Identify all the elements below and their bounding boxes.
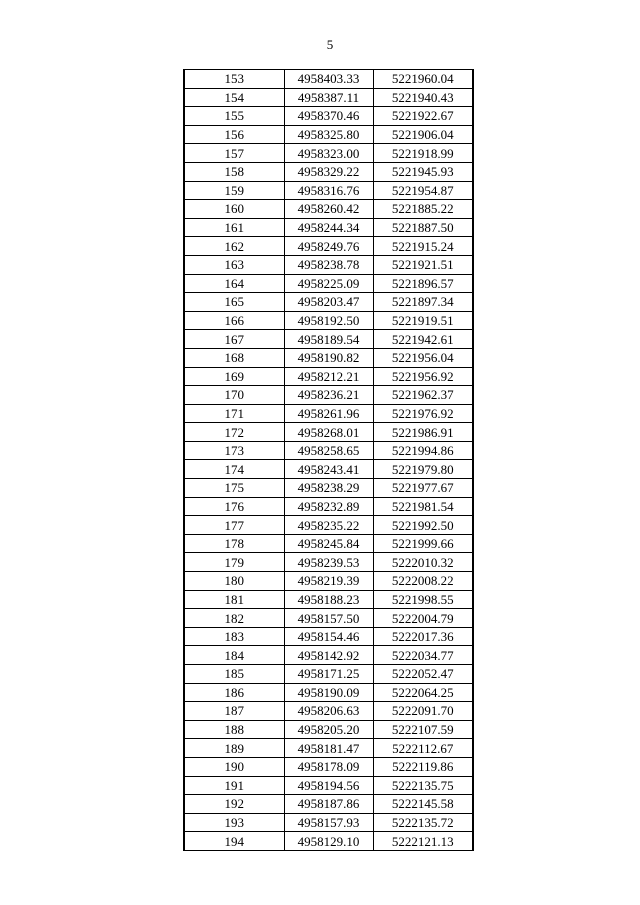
- table-row: [184, 739, 473, 758]
- x-coordinate-cell: 4958190.09: [284, 683, 373, 702]
- y-coordinate-cell: 5221921.51: [373, 255, 473, 274]
- table-row: [184, 237, 473, 256]
- x-coordinate-cell: 4958316.76: [284, 181, 373, 200]
- table-row: [184, 832, 473, 851]
- table-row: [184, 274, 473, 293]
- table-row: [184, 702, 473, 721]
- point-number-cell: 179: [184, 553, 284, 572]
- x-coordinate-cell: 4958329.22: [284, 162, 373, 181]
- point-number-cell: 175: [184, 479, 284, 498]
- x-coordinate-cell: 4958261.96: [284, 404, 373, 423]
- y-coordinate-cell: 5222121.13: [373, 832, 473, 851]
- point-number-cell: 184: [184, 646, 284, 665]
- x-coordinate-cell: 4958245.84: [284, 534, 373, 553]
- y-coordinate-cell: 5221956.92: [373, 367, 473, 386]
- x-coordinate-cell: 4958260.42: [284, 200, 373, 219]
- x-coordinate-cell: 4958206.63: [284, 702, 373, 721]
- table-row: [184, 88, 473, 107]
- point-number-cell: 190: [184, 757, 284, 776]
- point-number-cell: 153: [184, 70, 284, 89]
- y-coordinate-cell: 5221922.67: [373, 107, 473, 126]
- point-number-cell: 171: [184, 404, 284, 423]
- x-coordinate-cell: 4958258.65: [284, 441, 373, 460]
- table-row: [184, 293, 473, 312]
- point-number-cell: 155: [184, 107, 284, 126]
- table-row: [184, 553, 473, 572]
- x-coordinate-cell: 4958244.34: [284, 218, 373, 237]
- x-coordinate-cell: 4958194.56: [284, 776, 373, 795]
- y-coordinate-cell: 5222119.86: [373, 757, 473, 776]
- y-coordinate-cell: 5221981.54: [373, 497, 473, 516]
- x-coordinate-cell: 4958157.93: [284, 813, 373, 832]
- x-coordinate-cell: 4958187.86: [284, 795, 373, 814]
- table-row: [184, 423, 473, 442]
- table-row: [184, 757, 473, 776]
- y-coordinate-cell: 5222064.25: [373, 683, 473, 702]
- x-coordinate-cell: 4958387.11: [284, 88, 373, 107]
- point-number-cell: 182: [184, 609, 284, 628]
- point-number-cell: 181: [184, 590, 284, 609]
- y-coordinate-cell: 5221976.92: [373, 404, 473, 423]
- table-row: [184, 460, 473, 479]
- x-coordinate-cell: 4958188.23: [284, 590, 373, 609]
- table-row: [184, 125, 473, 144]
- point-number-cell: 192: [184, 795, 284, 814]
- y-coordinate-cell: 5221992.50: [373, 516, 473, 535]
- table-row: [184, 441, 473, 460]
- x-coordinate-cell: 4958323.00: [284, 144, 373, 163]
- table-row: [184, 683, 473, 702]
- point-number-cell: 183: [184, 627, 284, 646]
- point-number-cell: 160: [184, 200, 284, 219]
- x-coordinate-cell: 4958203.47: [284, 293, 373, 312]
- x-coordinate-cell: 4958403.33: [284, 70, 373, 89]
- x-coordinate-cell: 4958190.82: [284, 348, 373, 367]
- y-coordinate-cell: 5221994.86: [373, 441, 473, 460]
- point-number-cell: 173: [184, 441, 284, 460]
- point-number-cell: 167: [184, 330, 284, 349]
- point-number-cell: 154: [184, 88, 284, 107]
- point-number-cell: 194: [184, 832, 284, 851]
- x-coordinate-cell: 4958236.21: [284, 386, 373, 405]
- point-number-cell: 187: [184, 702, 284, 721]
- point-number-cell: 170: [184, 386, 284, 405]
- table-row: [184, 218, 473, 237]
- point-number-cell: 177: [184, 516, 284, 535]
- y-coordinate-cell: 5221945.93: [373, 162, 473, 181]
- page-number: 5: [326, 37, 334, 52]
- x-coordinate-cell: 4958243.41: [284, 460, 373, 479]
- point-number-cell: 165: [184, 293, 284, 312]
- x-coordinate-cell: 4958238.29: [284, 479, 373, 498]
- table-row: [184, 162, 473, 181]
- y-coordinate-cell: 5221999.66: [373, 534, 473, 553]
- x-coordinate-cell: 4958268.01: [284, 423, 373, 442]
- point-number-cell: 161: [184, 218, 284, 237]
- y-coordinate-cell: 5221986.91: [373, 423, 473, 442]
- table-row: [184, 311, 473, 330]
- y-coordinate-cell: 5221940.43: [373, 88, 473, 107]
- y-coordinate-cell: 5222135.72: [373, 813, 473, 832]
- x-coordinate-cell: 4958370.46: [284, 107, 373, 126]
- point-number-cell: 164: [184, 274, 284, 293]
- point-number-cell: 188: [184, 720, 284, 739]
- table-row: [184, 720, 473, 739]
- table-row: [184, 479, 473, 498]
- table-row: [184, 646, 473, 665]
- table-row: [184, 200, 473, 219]
- x-coordinate-cell: 4958219.39: [284, 572, 373, 591]
- x-coordinate-cell: 4958181.47: [284, 739, 373, 758]
- y-coordinate-cell: 5222017.36: [373, 627, 473, 646]
- table-row: [184, 795, 473, 814]
- table-row: [184, 107, 473, 126]
- x-coordinate-cell: 4958239.53: [284, 553, 373, 572]
- table-row: [184, 609, 473, 628]
- point-number-cell: 174: [184, 460, 284, 479]
- y-coordinate-cell: 5222052.47: [373, 665, 473, 684]
- y-coordinate-cell: 5222010.32: [373, 553, 473, 572]
- table-row: [184, 181, 473, 200]
- point-number-cell: 178: [184, 534, 284, 553]
- y-coordinate-cell: 5221918.99: [373, 144, 473, 163]
- y-coordinate-cell: 5222004.79: [373, 609, 473, 628]
- point-number-cell: 176: [184, 497, 284, 516]
- table-row: [184, 534, 473, 553]
- table-row: [184, 776, 473, 795]
- point-number-cell: 191: [184, 776, 284, 795]
- y-coordinate-cell: 5221906.04: [373, 125, 473, 144]
- point-number-cell: 156: [184, 125, 284, 144]
- point-number-cell: 180: [184, 572, 284, 591]
- x-coordinate-cell: 4958154.46: [284, 627, 373, 646]
- y-coordinate-cell: 5222091.70: [373, 702, 473, 721]
- y-coordinate-cell: 5222112.67: [373, 739, 473, 758]
- y-coordinate-cell: 5221979.80: [373, 460, 473, 479]
- x-coordinate-cell: 4958189.54: [284, 330, 373, 349]
- table-row: [184, 516, 473, 535]
- table-row: [184, 255, 473, 274]
- x-coordinate-cell: 4958142.92: [284, 646, 373, 665]
- table-row: [184, 665, 473, 684]
- point-number-cell: 159: [184, 181, 284, 200]
- point-number-cell: 163: [184, 255, 284, 274]
- y-coordinate-cell: 5221998.55: [373, 590, 473, 609]
- table-row: [184, 497, 473, 516]
- point-number-cell: 185: [184, 665, 284, 684]
- y-coordinate-cell: 5221942.61: [373, 330, 473, 349]
- y-coordinate-cell: 5221885.22: [373, 200, 473, 219]
- point-number-cell: 158: [184, 162, 284, 181]
- y-coordinate-cell: 5222145.58: [373, 795, 473, 814]
- y-coordinate-cell: 5221919.51: [373, 311, 473, 330]
- table-row: [184, 404, 473, 423]
- x-coordinate-cell: 4958225.09: [284, 274, 373, 293]
- y-coordinate-cell: 5221915.24: [373, 237, 473, 256]
- table-row: [184, 590, 473, 609]
- x-coordinate-cell: 4958249.76: [284, 237, 373, 256]
- point-number-cell: 193: [184, 813, 284, 832]
- point-number-cell: 162: [184, 237, 284, 256]
- x-coordinate-cell: 4958192.50: [284, 311, 373, 330]
- x-coordinate-cell: 4958232.89: [284, 497, 373, 516]
- y-coordinate-cell: 5221956.04: [373, 348, 473, 367]
- point-number-cell: 189: [184, 739, 284, 758]
- y-coordinate-cell: 5221960.04: [373, 70, 473, 89]
- x-coordinate-cell: 4958238.78: [284, 255, 373, 274]
- x-coordinate-cell: 4958205.20: [284, 720, 373, 739]
- coordinates-table: [183, 69, 474, 851]
- y-coordinate-cell: 5222034.77: [373, 646, 473, 665]
- table-row: [184, 330, 473, 349]
- x-coordinate-cell: 4958178.09: [284, 757, 373, 776]
- table-row: [184, 386, 473, 405]
- point-number-cell: 157: [184, 144, 284, 163]
- y-coordinate-cell: 5222135.75: [373, 776, 473, 795]
- x-coordinate-cell: 4958325.80: [284, 125, 373, 144]
- x-coordinate-cell: 4958235.22: [284, 516, 373, 535]
- table-row: [184, 627, 473, 646]
- point-number-cell: 166: [184, 311, 284, 330]
- y-coordinate-cell: 5221977.67: [373, 479, 473, 498]
- y-coordinate-cell: 5221962.37: [373, 386, 473, 405]
- coordinates-table-body: [184, 70, 473, 851]
- table-row: [184, 144, 473, 163]
- y-coordinate-cell: 5222008.22: [373, 572, 473, 591]
- x-coordinate-cell: 4958212.21: [284, 367, 373, 386]
- y-coordinate-cell: 5221954.87: [373, 181, 473, 200]
- table-row: [184, 348, 473, 367]
- y-coordinate-cell: 5221896.57: [373, 274, 473, 293]
- point-number-cell: 172: [184, 423, 284, 442]
- y-coordinate-cell: 5221897.34: [373, 293, 473, 312]
- point-number-cell: 169: [184, 367, 284, 386]
- x-coordinate-cell: 4958129.10: [284, 832, 373, 851]
- point-number-cell: 186: [184, 683, 284, 702]
- y-coordinate-cell: 5221887.50: [373, 218, 473, 237]
- x-coordinate-cell: 4958157.50: [284, 609, 373, 628]
- coordinates-table-container: [183, 69, 474, 851]
- y-coordinate-cell: 5222107.59: [373, 720, 473, 739]
- table-row: [184, 367, 473, 386]
- table-row: [184, 70, 473, 89]
- table-row: [184, 813, 473, 832]
- point-number-cell: 168: [184, 348, 284, 367]
- x-coordinate-cell: 4958171.25: [284, 665, 373, 684]
- table-row: [184, 572, 473, 591]
